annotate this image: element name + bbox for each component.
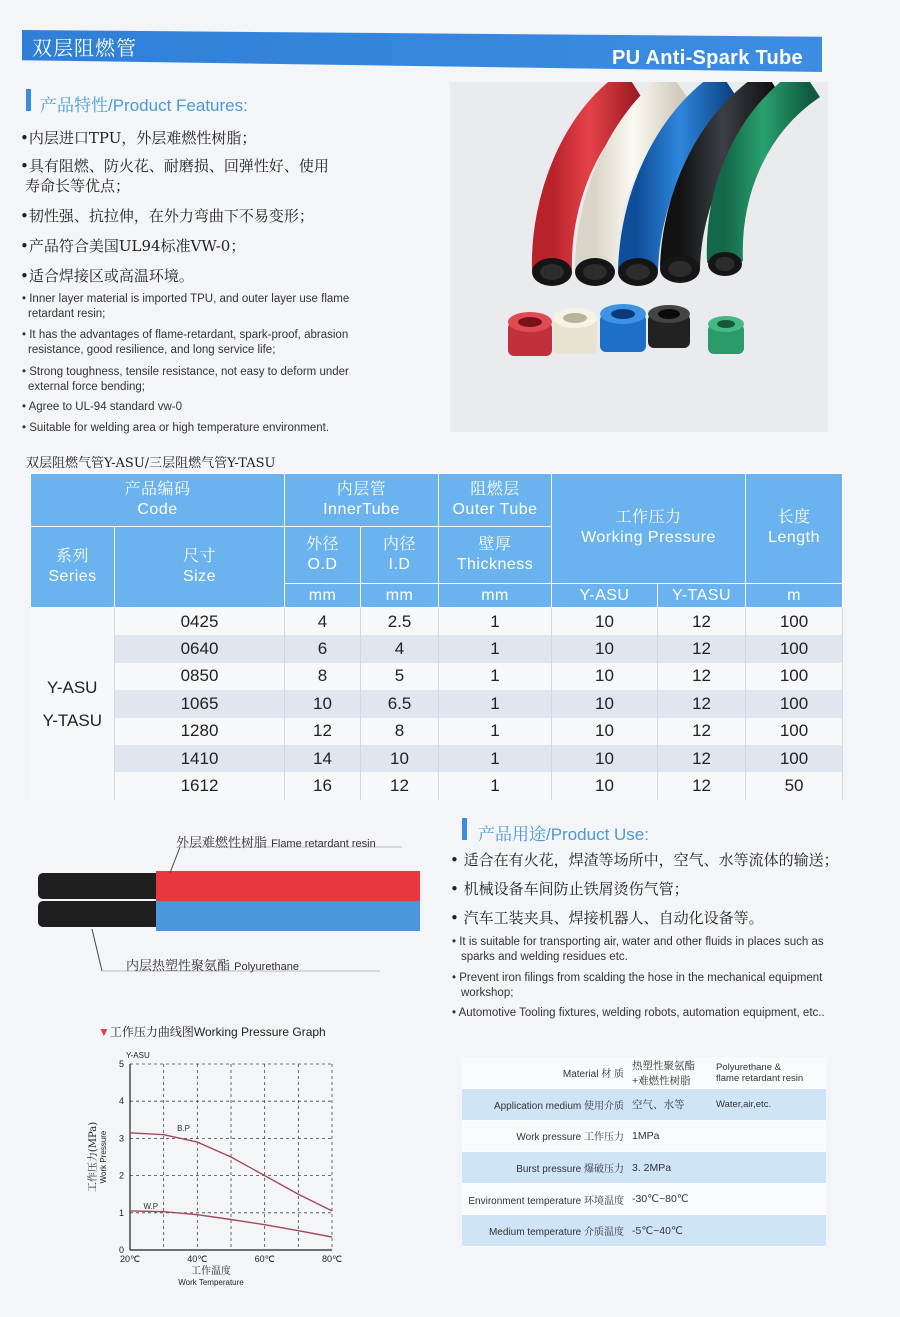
col-working-pressure: 工作压力 Working Pressure — [552, 474, 746, 584]
use-cn-list — [450, 850, 890, 928]
y-tick-label: 3 — [118, 1133, 124, 1144]
graph-title: ▼工作压力曲线图Working Pressure Graph — [98, 1025, 326, 1039]
use-title: 产品用途/Product Use: — [478, 825, 649, 844]
table-row — [31, 663, 843, 690]
cell-size: 1410 — [115, 745, 285, 772]
cell-yasu: 10 — [552, 663, 658, 690]
table-row — [31, 718, 843, 745]
x-axis-title-en: Work Temperature — [178, 1278, 244, 1287]
cell-size: 1280 — [115, 718, 285, 745]
col-thickness: 壁厚 Thickness — [439, 526, 552, 583]
cell-id: 6.5 — [361, 690, 439, 717]
use-en-list — [452, 935, 892, 1021]
col-id: 内径 I.D — [361, 526, 439, 583]
section-marker — [462, 818, 467, 840]
cell-od: 12 — [285, 718, 361, 745]
spec-row — [462, 1183, 826, 1215]
page-title-cn: 双层阻燃管 — [32, 36, 137, 60]
feature-cn-item: •适合焊接区或高温环境。 — [20, 267, 194, 285]
spec-value-cn: 热塑性聚氨酯 +难燃性树脂 — [628, 1057, 712, 1089]
triangle-icon: ▼ — [98, 1025, 110, 1039]
spec-key: Medium temperature 介质温度 — [462, 1215, 628, 1247]
x-tick-label: 40℃ — [187, 1254, 208, 1264]
material-spec-table — [462, 1057, 826, 1247]
x-axis-title-cn: 工作温度 — [191, 1266, 231, 1277]
cell-od: 16 — [285, 772, 361, 800]
cell-len: 100 — [746, 690, 843, 717]
use-en-item-cont: sparks and welding residues etc. — [461, 951, 628, 963]
spec-value-cn: 1MPa — [628, 1120, 712, 1152]
spec-value-cn: -30℃~80℃ — [628, 1183, 712, 1215]
cell-id: 2.5 — [361, 608, 439, 635]
col-outer-tube: 阻燃层 Outer Tube — [439, 474, 552, 527]
unit-thickness: mm — [439, 583, 552, 607]
cell-ytasu: 12 — [658, 608, 746, 635]
pressure-graph — [70, 1040, 370, 1292]
y-tick-label: 1 — [118, 1207, 124, 1218]
x-tick-label: 80℃ — [321, 1254, 343, 1264]
table-row — [31, 690, 843, 717]
use-cn-item: • 适合在有火花，焊渣等场所中，空气、水等流体的输送； — [450, 851, 839, 869]
unit-y-tasu: Y-TASU — [658, 583, 746, 607]
cell-th: 1 — [439, 718, 552, 745]
bp-label: B.P — [177, 1123, 191, 1133]
tube-cross-sections — [508, 304, 744, 356]
cell-size: 1612 — [115, 772, 285, 800]
unit-y-asu: Y-ASU — [552, 583, 658, 607]
feature-en-item: • Inner layer material is imported TPU, and outer layer use flame — [22, 293, 350, 305]
cell-th: 1 — [439, 663, 552, 690]
cell-ytasu: 12 — [658, 635, 746, 662]
table-row — [31, 608, 843, 635]
spec-value-en — [712, 1183, 826, 1215]
cell-od: 10 — [285, 690, 361, 717]
y-axis-title-cn: 工作压力(MPa) — [88, 1121, 99, 1193]
col-inner-tube: 内层管 InnerTube — [285, 474, 439, 527]
unit-od: mm — [285, 583, 361, 607]
y-tick-label: 0 — [118, 1245, 124, 1255]
features-title: 产品特性/Product Features: — [40, 96, 248, 115]
spec-value-cn: 3. 2MPa — [628, 1152, 712, 1184]
col-size: 尺寸 Size — [115, 526, 285, 607]
cell-len: 100 — [746, 663, 843, 690]
col-length: 长度 Length — [746, 474, 843, 584]
spec-value-en — [712, 1215, 826, 1247]
cell-len: 100 — [746, 745, 843, 772]
col-code: 产品编码 Code — [31, 474, 285, 527]
tube-illustration — [450, 82, 828, 432]
cell-len: 100 — [746, 718, 843, 745]
cell-yasu: 10 — [552, 608, 658, 635]
cell-ytasu: 12 — [658, 772, 746, 800]
feature-cn-item: •内层进口TPU，外层难燃性树脂； — [20, 129, 257, 147]
cell-od: 8 — [285, 663, 361, 690]
spec-row — [462, 1089, 826, 1121]
section-marker — [26, 89, 31, 111]
table-row — [31, 772, 843, 800]
cell-od: 4 — [285, 608, 361, 635]
cell-th: 1 — [439, 690, 552, 717]
spec-value-en: Water,air,etc. — [712, 1089, 826, 1121]
x-tick-label: 60℃ — [254, 1254, 275, 1264]
cell-size: 0640 — [115, 635, 285, 662]
cell-len: 100 — [746, 635, 843, 662]
feature-en-item-cont: external force bending; — [28, 381, 145, 393]
cell-yasu: 10 — [552, 635, 658, 662]
y-axis-title-en: Work Pressure — [99, 1130, 108, 1184]
feature-en-item: • It has the advantages of flame-retardant, spark-proof, abrasion — [22, 329, 349, 341]
cell-th: 1 — [439, 635, 552, 662]
outer-layer-label: 外层难燃性树脂 Flame retardant resin — [176, 836, 376, 851]
feature-cn-item-cont: 寿命长等优点； — [25, 177, 131, 195]
x-tick-label: 20℃ — [119, 1254, 141, 1264]
cell-id: 12 — [361, 772, 439, 800]
features-en-list — [22, 292, 442, 436]
cell-size: 0850 — [115, 663, 285, 690]
cell-od: 14 — [285, 745, 361, 772]
feature-cn-item: •具有阻燃、防火花、耐磨损、回弹性好、使用 — [20, 157, 329, 175]
cell-yasu: 10 — [552, 718, 658, 745]
spec-row — [462, 1057, 826, 1089]
feature-en-item: • Agree to UL-94 standard vw-0 — [22, 401, 183, 413]
table-row — [31, 745, 843, 772]
cell-id: 4 — [361, 635, 439, 662]
cell-th: 1 — [439, 745, 552, 772]
spec-value-en: Polyurethane & flame retardant resin — [712, 1057, 826, 1089]
spec-row — [462, 1215, 826, 1247]
use-en-item: • Prevent iron filings from scalding the hose in the mechanical equipment — [452, 972, 823, 984]
spec-value-en — [712, 1152, 826, 1184]
use-en-item: • Automotive Tooling fixtures, welding robots, automation equipment, etc.. — [452, 1007, 825, 1019]
cell-id: 5 — [361, 663, 439, 690]
cell-size: 0425 — [115, 608, 285, 635]
cell-ytasu: 12 — [658, 690, 746, 717]
wp-label: W.P — [143, 1202, 159, 1212]
feature-cn-item: •韧性强、抗拉伸，在外力弯曲下不易变形； — [20, 207, 314, 225]
cell-th: 1 — [439, 772, 552, 800]
feature-en-item-cont: resistance, good resilience, and long service life; — [28, 344, 276, 356]
series-cell: Y-ASU Y-TASU — [31, 608, 115, 800]
spec-key: Application medium 使用介质 — [462, 1089, 628, 1121]
cell-yasu: 10 — [552, 690, 658, 717]
cell-yasu: 10 — [552, 745, 658, 772]
table-caption: 双层阻燃气管Y-ASU/三层阻燃气管Y-TASU — [26, 456, 276, 471]
product-photo — [450, 82, 828, 432]
spec-value-cn: 空气、水等 — [628, 1089, 712, 1121]
use-en-item: • It is suitable for transporting air, water and other fluids in places such as — [452, 936, 824, 948]
cell-len: 50 — [746, 772, 843, 800]
cell-ytasu: 12 — [658, 745, 746, 772]
spec-value-cn: -5℃~40℃ — [628, 1215, 712, 1247]
cell-ytasu: 12 — [658, 718, 746, 745]
features-cn-list — [20, 128, 440, 286]
use-en-item-cont: workshop; — [461, 987, 514, 999]
use-cn-item: • 汽车工装夹具、焊接机器人、自动化设备等。 — [450, 909, 764, 927]
spec-key: Burst pressure 爆破压力 — [462, 1152, 628, 1184]
feature-cn-item: •产品符合美国UL94标准VW-0； — [20, 237, 246, 255]
series-label: Y-ASU — [126, 1051, 150, 1060]
y-tick-label: 5 — [118, 1059, 124, 1069]
y-tick-label: 2 — [118, 1170, 124, 1181]
col-series: 系列 Series — [31, 526, 115, 607]
spec-table — [30, 473, 843, 800]
spec-key: Material 材 质 — [462, 1057, 628, 1089]
feature-en-item-cont: retardant resin; — [28, 308, 106, 320]
spec-value-en — [712, 1120, 826, 1152]
feature-en-item: • Strong toughness, tensile resistance, not easy to deform under — [22, 366, 349, 378]
use-cn-item: • 机械设备车间防止铁屑烫伤气管； — [450, 880, 689, 898]
cell-id: 10 — [361, 745, 439, 772]
cell-th: 1 — [439, 608, 552, 635]
spec-key: Work pressure 工作压力 — [462, 1120, 628, 1152]
y-tick-label: 4 — [118, 1096, 124, 1107]
table-row — [31, 635, 843, 662]
page-title-en: PU Anti-Spark Tube — [612, 47, 803, 69]
unit-id: mm — [361, 583, 439, 607]
feature-en-item: • Suitable for welding area or high temperature environment. — [22, 422, 330, 434]
cell-od: 6 — [285, 635, 361, 662]
cell-len: 100 — [746, 608, 843, 635]
unit-length: m — [746, 583, 843, 607]
inner-layer-label: 内层热塑性聚氨酯 Polyurethane — [126, 959, 299, 974]
cell-size: 1065 — [115, 690, 285, 717]
cell-ytasu: 12 — [658, 663, 746, 690]
cell-yasu: 10 — [552, 772, 658, 800]
col-od: 外径 O.D — [285, 526, 361, 583]
spec-key: Environment temperature 环境温度 — [462, 1183, 628, 1215]
cell-id: 8 — [361, 718, 439, 745]
table-header-row — [31, 474, 843, 527]
spec-row — [462, 1120, 826, 1152]
spec-row — [462, 1152, 826, 1184]
